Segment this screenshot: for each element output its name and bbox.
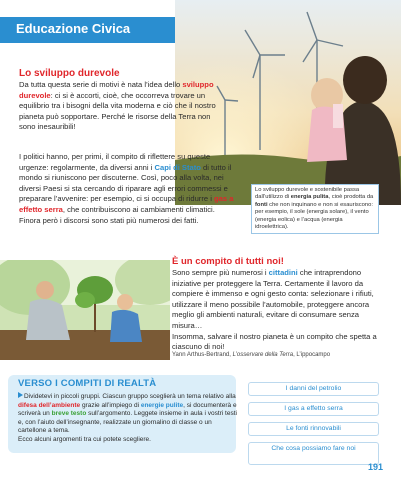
paragraph-politici: I politici hanno, per primi, il compito di riflettere su queste urgenze: regolarmente, da diversi anni i Capi di Stato di tutto il mondo si riuniscono per discuterne. Così, poco alla volta, nei diversi Paesi si sta cercando di riparare agli errori commessi e preparare l’avvenire: per esempio, ci si occupa di ridurre i gas a effetto serra, che contribuiscono ai cambiamenti climatici. Finora però i discorsi sono stati più numerosi dei fatti. [19, 152, 234, 225]
topic-item: Le fonti rinnovabili [248, 422, 379, 436]
term-gas-effetto-serra: gas a effetto serra [19, 194, 234, 214]
term-capi-di-stato: Capi di Stato [154, 162, 201, 172]
activity-instructions: Dividetevi in piccoli gruppi. Ciascun gruppo sceglierà un tema relativo alla difesa dell’ambiente grazie all’impiego di energie pulite, si documenterà e scriverà un breve testo sull’argomento. Leggete insieme in aula i vostri testi e, con l’aiuto dell’insegnante, realizzate un giornalino di classe o un cartellone a tema. Ecco alcuni argomenti tra cui potete scegliere. [18, 393, 237, 443]
topic-list [248, 382, 379, 471]
topic-item: Che cosa possiamo fare noi [248, 442, 379, 465]
topic-item: I danni del petrolio [248, 382, 379, 396]
term-sviluppo-durevole: sviluppo durevole [19, 80, 214, 100]
bullet-triangle-icon [18, 392, 23, 398]
header-title: Educazione Civica [16, 21, 131, 36]
term-energie-pulite: energie pulite [140, 401, 184, 409]
topic-item: I gas a effetto serra [248, 402, 379, 416]
photo-planting-tree [0, 260, 170, 360]
page-number: 191 [367, 462, 383, 472]
activity-panel-title: VERSO I COMPITI DI REALTÀ [18, 378, 157, 389]
photo-caption-energia-pulita: Lo sviluppo durevole e sostenibile passa dall’utilizzo di energia pulita, cioè prodotta da fonti che non inquinano e non si esauriscono: per esempio, il sole (energia solare), il vento (energia eolica) e l’acqua (energia idroelettrica). [251, 184, 379, 234]
section-title-compito-di-tutti: È un compito di tutti noi! [172, 256, 284, 267]
paragraph-sviluppo-durevole: Da tutta questa serie di motivi è nata l’idea dello sviluppo durevole: ci si è accorti, cioè, che occorreva trovare un equilibrio tra i bisogni della vita moderna e ciò che il nostro pianeta può sopportare. Perché le risorse della Terra non sono inesauribili! [19, 80, 216, 132]
section-title-sviluppo-durevole: Lo sviluppo durevole [19, 68, 120, 79]
term-difesa-ambiente: difesa dell’ambiente [18, 401, 81, 409]
term-breve-testo: breve testo [51, 410, 87, 418]
term-cittadini: cittadini [268, 268, 298, 277]
quote-citation: Yann Arthus-Bertrand, L’osservare della Terra, L’ippocampo [172, 352, 331, 358]
paragraph-cittadini: Sono sempre più numerosi i cittadini che intraprendono iniziative per proteggere la Terra. Certamente il lavoro da compiere è immenso e ogni gesto conta: selezionare i rifiuti, utilizzare il meno possibile l’automobile, proteggere ancora meglio gli ambienti naturali, evitare di consumare senza misura… Insomma, salvare il nostro pianeta è un compito che spetta a ciascuno di noi! [172, 268, 377, 352]
